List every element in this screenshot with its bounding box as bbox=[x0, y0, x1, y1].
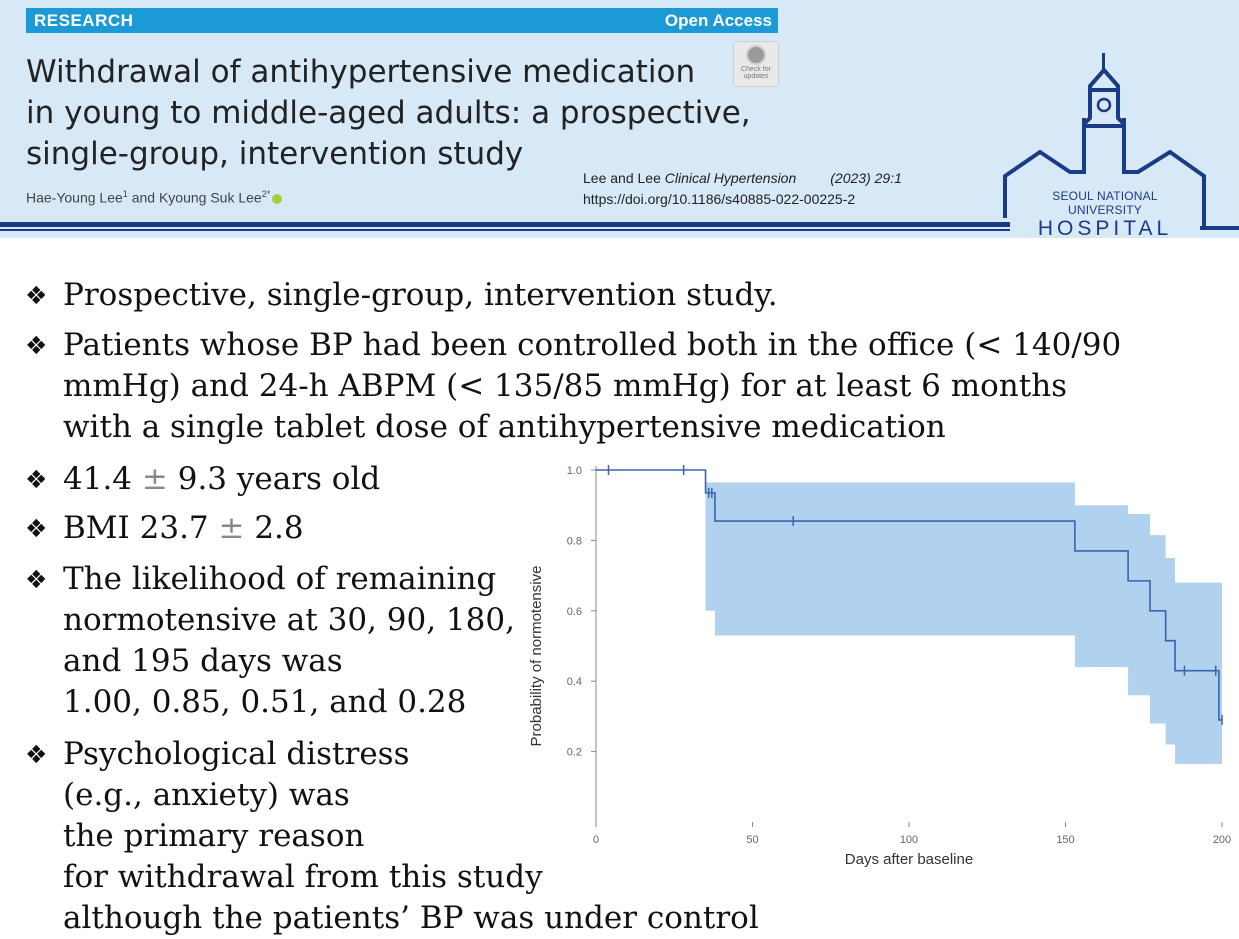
age-sd: 9.3 years old bbox=[167, 461, 381, 497]
bullet-marker-icon: ❖ bbox=[25, 740, 48, 769]
x-tick-label: 150 bbox=[1056, 834, 1075, 846]
y-tick-label: 1.0 bbox=[566, 465, 582, 477]
paper-title bbox=[26, 52, 786, 175]
author-list bbox=[26, 189, 282, 206]
bullet-line: mmHg) and 24-h ABPM (< 135/85 mmHg) for at least 6 months bbox=[63, 368, 1068, 404]
plus-minus-symbol: ± bbox=[141, 461, 168, 497]
paper-title-line: in young to middle-aged adults: a prospective, bbox=[26, 95, 751, 131]
bullet-marker-icon: ❖ bbox=[25, 465, 48, 494]
bullet-line: Psychological distress bbox=[63, 736, 410, 772]
bullet-line: (e.g., anxiety) was bbox=[63, 777, 350, 813]
doi-link[interactable]: https://doi.org/10.1186/s40885-022-00225-2 bbox=[583, 191, 856, 207]
author-affiliation: 2* bbox=[261, 189, 271, 199]
bullet-line: normotensive at 30, 90, 180, bbox=[63, 602, 515, 638]
citation-line bbox=[583, 168, 902, 189]
citation-year: (2023) 29:1 bbox=[830, 170, 902, 186]
bullet-line: The likelihood of remaining bbox=[63, 561, 497, 597]
bullet-line: 1.00, 0.85, 0.51, and 0.28 bbox=[63, 684, 467, 720]
bullet-line: Prospective, single-group, intervention study. bbox=[63, 277, 778, 313]
confidence-band bbox=[706, 482, 1222, 764]
x-axis-label: Days after baseline bbox=[844, 851, 974, 868]
y-tick-label: 0.8 bbox=[566, 535, 582, 548]
orcid-icon[interactable] bbox=[272, 194, 282, 204]
bullet-marker-icon: ❖ bbox=[25, 514, 48, 543]
bullet-marker-icon: ❖ bbox=[25, 331, 48, 360]
bullet-text bbox=[63, 559, 515, 723]
x-tick-label: 50 bbox=[746, 834, 759, 846]
bullet-text bbox=[63, 459, 380, 500]
check-updates-line2: updates bbox=[743, 73, 769, 80]
paper-title-line: single-group, intervention study bbox=[26, 136, 524, 172]
paper-title-line: Withdrawal of antihypertensive medication bbox=[26, 54, 696, 90]
bullet-marker-icon: ❖ bbox=[25, 281, 48, 310]
author-name: Hae-Young Lee bbox=[26, 189, 123, 206]
citation-authors: Lee and Lee bbox=[583, 170, 665, 186]
paper-header bbox=[0, 0, 1239, 238]
bullet-line: for withdrawal from this study bbox=[63, 859, 543, 895]
x-tick-label: 100 bbox=[899, 834, 919, 846]
bullet-text bbox=[63, 508, 304, 549]
hospital-name bbox=[1020, 189, 1190, 241]
bmi-sd: 2.8 bbox=[244, 510, 304, 546]
bullet-line: with a single tablet dose of antihypertensive medication bbox=[63, 409, 946, 445]
kaplan-meier-chart bbox=[520, 455, 1239, 875]
author-affiliation: 1 bbox=[122, 189, 128, 199]
open-access-label: Open Access bbox=[664, 11, 772, 30]
x-tick-label: 0 bbox=[592, 834, 600, 846]
hospital-name-line1: SEOUL NATIONAL UNIVERSITY bbox=[1052, 189, 1158, 217]
age-mean: 41.4 bbox=[63, 461, 142, 497]
y-tick-label: 0.4 bbox=[566, 676, 582, 689]
check-updates-line1: Check for bbox=[741, 66, 771, 73]
x-tick-label: 200 bbox=[1212, 834, 1232, 846]
bullet-marker-icon: ❖ bbox=[25, 565, 48, 594]
author-conjunction: and bbox=[127, 189, 159, 206]
header-divider-thin bbox=[0, 229, 1010, 231]
y-axis-label: Probability of normotensive bbox=[528, 565, 545, 747]
bullet-line: the primary reason bbox=[63, 818, 365, 854]
bullet-text bbox=[63, 325, 1121, 448]
y-tick-label: 0.6 bbox=[566, 605, 582, 618]
author-name: Kyoung Suk Lee bbox=[158, 189, 262, 206]
research-label: RESEARCH bbox=[34, 11, 134, 30]
bullet-text bbox=[63, 275, 778, 316]
bullet-line: although the patients’ BP was under control bbox=[63, 900, 759, 936]
header-divider-thick bbox=[0, 222, 1010, 227]
header-divider-right bbox=[1200, 226, 1239, 230]
journal-name: Clinical Hypertension bbox=[664, 170, 797, 186]
research-badge-bar bbox=[26, 8, 778, 33]
bullet-line: and 195 days was bbox=[63, 643, 343, 679]
y-tick-label: 0.2 bbox=[566, 746, 582, 759]
bmi-mean: BMI 23.7 bbox=[63, 510, 219, 546]
citation-block bbox=[583, 168, 902, 210]
plus-minus-symbol: ± bbox=[218, 510, 245, 546]
bullet-line: Patients whose BP had been controlled both in the office (< 140/90 bbox=[63, 327, 1122, 363]
hospital-name-line2: HOSPITAL bbox=[1037, 217, 1173, 240]
